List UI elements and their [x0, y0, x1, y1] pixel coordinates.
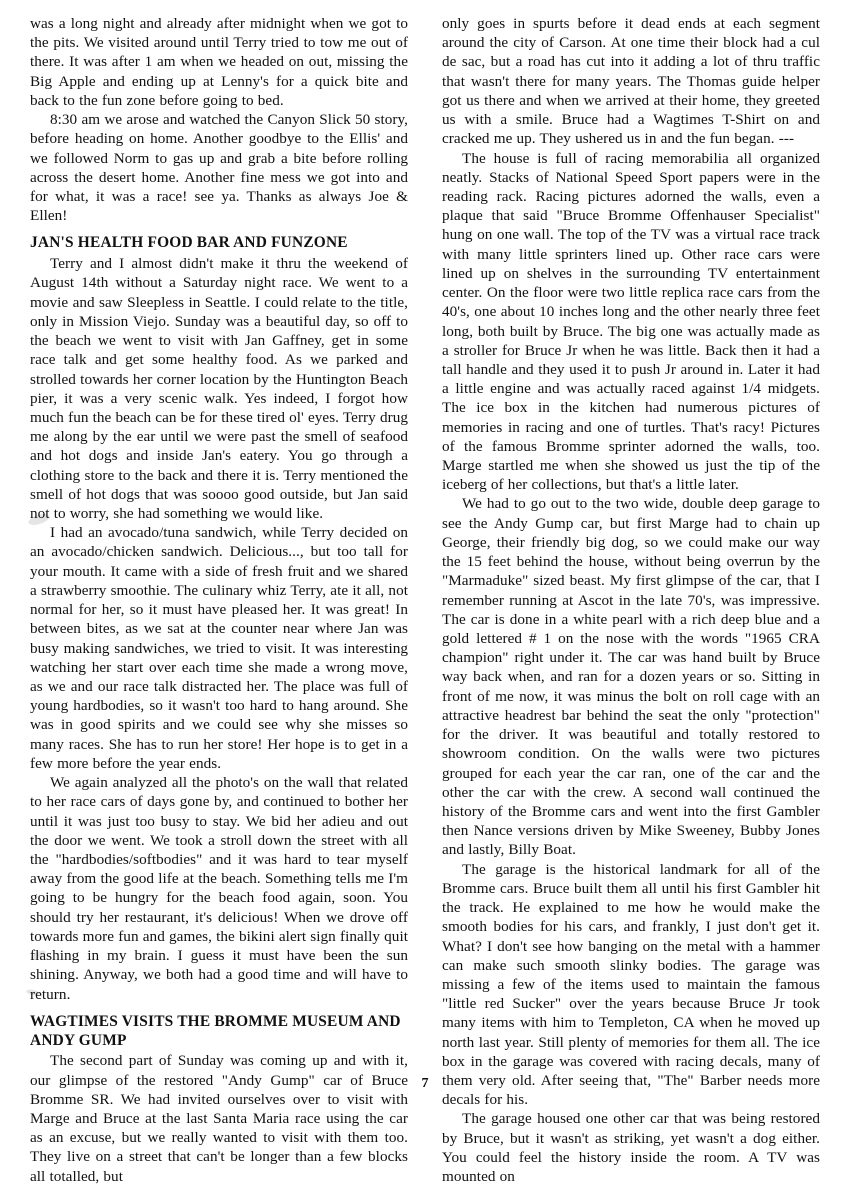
- paragraph: We again analyzed all the photo's on the wall that related to her race cars of days gone by, and continued to bother her until it was just too busy to stay. We bid her adieu and out the door we went. We took a stroll down the street with all the "hardbodies/softbodies" and it was hard to tear myself away from the good life at the beach. Something tells me I'm going to be hungry for the beach food again, soon. You should try her restaurant, it's delicious! When we drove off towards more fun and games, the bikini alert sign finally quit flashing in my brain. I guess it must have been the sun shining. Anyway, we both had a good time and will have to return.: [30, 774, 408, 1003]
- paragraph: We had to go out to the two wide, double deep garage to see the Andy Gump car, but first Marge had to chain up George, their friendly big dog, so we could make our way the 15 feet behind the house, without being overrun by the "Marmaduke" sized beast. My first glimpse of the car, that I remember running at Ascot in the late 70's, was impressive. The car is done in a white pearl with a rich deep blue and a gold lettered # 1 on the nose with the words "1965 CRA champion" right under it. The car was hand built by Bruce way back when, and ran for a dozen years or so. Sitting in front of me now, it was minus the bolt on roll cage with an attractive headrest bar behind the seat the only "protection" for the driver. It was beautiful and totally restored to showroom condition. On the walls were two pictures grouped for each year the car ran, one of the car and the other the car with the crew. A second wall continued the history of the Bromme cars and went into the first Gambler then Nance versions driven by Mike Sweeney, Bubby Jones and lastly, Billy Boat.: [442, 495, 820, 859]
- paragraph: I had an avocado/tuna sandwich, while Terry decided on an avocado/chicken sandwich. Delicious..., but too tall for your mouth. It came with a side of fresh fruit and we shared a strawberry smoothie. The culinary whiz Terry, ate it all, not normal for her, so it must have pleased her. It was great! In between bites, as we sat at the counter near where Jan was busy making sandwiches, we tried to visit. It was interesting watching her start over each time she made a wrong move, as we and our race talk distracted her. The place was full of young hardbodies, so it wasn't too hard to hang around. She was in good spirits and we could see why she misses so many races. She has to run her store! Her hope is to get in a few more before the year ends.: [30, 524, 408, 772]
- two-column-layout: [30, 14, 820, 1186]
- paragraph: only goes in spurts before it dead ends at each segment around the city of Carson. At one time their block had a cul de sac, but a road has cut into it adding a lot of thru traffic that wasn't there for many years. The Thomas guide helper got us there and when we arrived at their home, they greeted us with a smile. Bruce had a Wagtimes T-Shirt on and cracked me up. They ushered us in and the fun began. ---: [442, 15, 820, 148]
- paragraph: The garage housed one other car that was being restored by Bruce, but it wasn't as striking, yet wasn't a dog either. You could feel the history inside the room. A TV was mounted on: [442, 1110, 820, 1186]
- paragraph: was a long night and already after midnight when we got to the pits. We visited around until Terry tried to tow me out of there. It was after 1 am when we headed on out, missing the Big Apple and ending up at Lenny's for a quick bite and back to the fun zone before going to bed.: [30, 15, 408, 109]
- paragraph: The second part of Sunday was coming up and with it, our glimpse of the restored "Andy Gump" car of Bruce Bromme SR. We had invited ourselves over to visit with Marge and Bruce at the last Santa Maria race using the car as an excuse, but we really wanted to visit with them too. They live on a street that can't be longer than a few blocks all totalled, but: [30, 1052, 408, 1185]
- paragraph: The house is full of racing memorabilia all organized neatly. Stacks of National Speed Sport papers were in the reading rack. Racing pictures adorned the walls, even a plaque that said "Bruce Bromme Offenhauser Specialist" hung on one wall. The top of the TV was a virtual race track with many little sprinters lined up. Other race cars were lined up on shelves in the surrounding TV entertainment center. On the floor were two little replica race cars from the 40's, one about 10 inches long and the other nearly three feet long, both built by Bruce. The big one was actually made as a stroller for Bruce Jr when he was little. Back then it had a tall handle and they used it to push Jr around in. Later it had a little engine and was actually raced against 1/4 midgets. The ice box in the kitchen had numerous pictures of memories in racing and one of turtles. That's racy! Pictures of the famous Bromme sprinter adorned the walls, too. Marge startled me when she showed us just the tip of the iceberg of her collections, but that's a little later.: [442, 149, 820, 494]
- section-heading-jans-health-food-bar: JAN'S HEALTH FOOD BAR AND FUNZONE: [30, 234, 348, 252]
- right-column: [442, 14, 820, 1186]
- left-column: [30, 14, 408, 1185]
- paragraph: 8:30 am we arose and watched the Canyon Slick 50 story, before heading on home. Another goodbye to the Ellis' and we followed Norm to gas up and grab a bite before rolling across the desert home. Another fine mess we got into and for what, it was a race! see ya. Thanks as always Joe & Ellen!: [30, 111, 408, 225]
- page-number: 7: [421, 1076, 429, 1091]
- paragraph: Terry and I almost didn't make it thru the weekend of August 14th without a Saturday night race. We went to a movie and saw Sleepless in Seattle. I could relate to the title, only in Mission Viejo. Sunday was a beautiful day, so off to the beach we went to visit with Jan Gaffney, get in some race talk and get some healthy food. As we parked and strolled towards her corner location by the Huntington Beach pier, it was a very scenic walk. Yes indeed, I forgot how much fun the beach can be for these tired ol' eyes. Terry drug me along by the ear until we were past the smell of seafood and hot dogs and inside Jan's eatery. You go through a clothing store to the back and there it is. Terry mentioned the smell of hot dogs that was soooo good outside, but Jan said not to worry, she had something we would like.: [30, 255, 408, 523]
- paragraph: The garage is the historical landmark for all of the Bromme cars. Bruce built them all until his first Gambler hit the track. He explained to me how he would make the smooth bodies for his cars, and frankly, I just don't get it. What? I don't see how banging on the metal with a hammer can make such smooth slinky bodies. The garage was missing a few of the items used to maintain the famous "little red Sucker" over the years because Bruce Jr took many items with him to Templeton, CA when he moved up north last year. Still plenty of memories for them all. The ice box in the garage was covered with racing decals, many of them very old. After seeing that, "The" Barber needs more decals for his.: [442, 860, 820, 1109]
- section-heading-wagtimes-visits-bromme-museum: WAGTIMES VISITS THE BROMME MUSEUM AND ANDY GUMP: [30, 1012, 401, 1049]
